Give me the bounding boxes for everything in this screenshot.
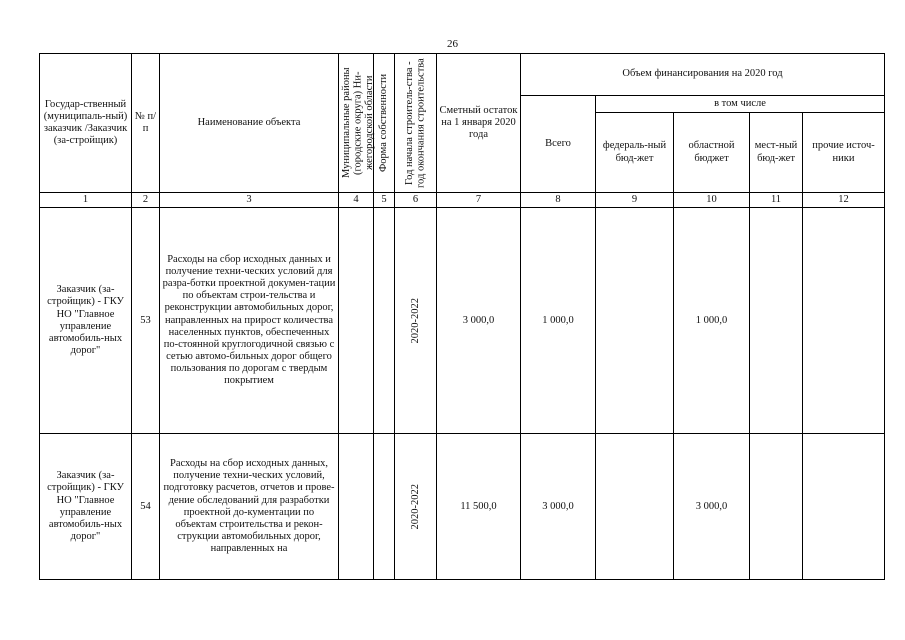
table-row	[40, 434, 885, 580]
row-total: 1 000,0	[521, 208, 596, 434]
column-number: 1	[40, 193, 132, 208]
column-number: 9	[596, 193, 674, 208]
header-object-name: Наименование объекта	[160, 54, 339, 193]
header-years-text: Год начала строитель-ства - год окончания строительства	[403, 58, 427, 188]
row-years-text: 2020-2022	[409, 297, 421, 344]
row-balance: 3 000,0	[437, 208, 521, 434]
page-number: 26	[447, 38, 458, 50]
row-balance: 11 500,0	[437, 434, 521, 580]
header-regional: областной бюджет	[674, 113, 750, 193]
row-other	[803, 434, 885, 580]
row-ownership	[374, 208, 395, 434]
row-ownership	[374, 434, 395, 580]
header-financing: Объем финансирования на 2020 год	[521, 54, 885, 96]
row-other	[803, 208, 885, 434]
row-customer: Заказчик (за-стройщик) - ГКУ НО "Главное управление автомобиль-ных дорог"	[40, 208, 132, 434]
financing-table	[39, 53, 885, 580]
header-years	[395, 54, 437, 193]
header-other: прочие источ-ники	[803, 113, 885, 193]
row-object-name: Расходы на сбор исходных данных и получение техни-ческих условий для разра-ботки проектной докумен-тации по объектам строи-тельства и реконструкции автомобильных дорог, направленных на прирост количества населенных пунктов, обеспеченных по-стоянной круглогодичной связью с сетью автомо-бильных дорог общего пользования по дорогам с твердым покрытием	[160, 208, 339, 434]
header-municipality	[339, 54, 374, 193]
column-number: 3	[160, 193, 339, 208]
column-number: 7	[437, 193, 521, 208]
row-num: 54	[132, 434, 160, 580]
row-customer: Заказчик (за-стройщик) - ГКУ НО "Главное управление автомобиль-ных дорог"	[40, 434, 132, 580]
header-federal: федераль-ный бюд-жет	[596, 113, 674, 193]
row-years	[395, 208, 437, 434]
row-years-text: 2020-2022	[409, 483, 421, 530]
header-municipality-text: Муниципальные районы (городские округа) Ни-жегородской области	[341, 67, 376, 179]
row-regional: 3 000,0	[674, 434, 750, 580]
header-num: № п/п	[132, 54, 160, 193]
column-number: 8	[521, 193, 596, 208]
table-row	[40, 208, 885, 434]
row-municipality	[339, 208, 374, 434]
header-local: мест-ный бюд-жет	[750, 113, 803, 193]
column-number: 6	[395, 193, 437, 208]
header-ownership-text: Форма собственности	[378, 73, 390, 173]
row-local	[750, 208, 803, 434]
column-number: 12	[803, 193, 885, 208]
header-customer: Государ-ственный (муниципаль-ный) заказчик /Заказчик (за-стройщик)	[40, 54, 132, 193]
row-regional: 1 000,0	[674, 208, 750, 434]
row-years	[395, 434, 437, 580]
column-number: 4	[339, 193, 374, 208]
header-total: Всего	[521, 96, 596, 193]
row-federal	[596, 208, 674, 434]
column-number-row	[40, 193, 885, 208]
row-municipality	[339, 434, 374, 580]
header-balance: Сметный остаток на 1 января 2020 года	[437, 54, 521, 193]
column-number: 2	[132, 193, 160, 208]
column-number: 11	[750, 193, 803, 208]
row-local	[750, 434, 803, 580]
row-total: 3 000,0	[521, 434, 596, 580]
column-number: 10	[674, 193, 750, 208]
header-ownership	[374, 54, 395, 193]
row-num: 53	[132, 208, 160, 434]
row-federal	[596, 434, 674, 580]
header-including: в том числе	[596, 96, 885, 113]
row-object-name: Расходы на сбор исходных данных, получение техни-ческих условий, подготовку расчетов, отчетов и прове-дение обследований для разработки проектной до-кументации по объектам строительства и рекон-струкции автомобильных дорог, направленных на	[160, 434, 339, 580]
column-number: 5	[374, 193, 395, 208]
